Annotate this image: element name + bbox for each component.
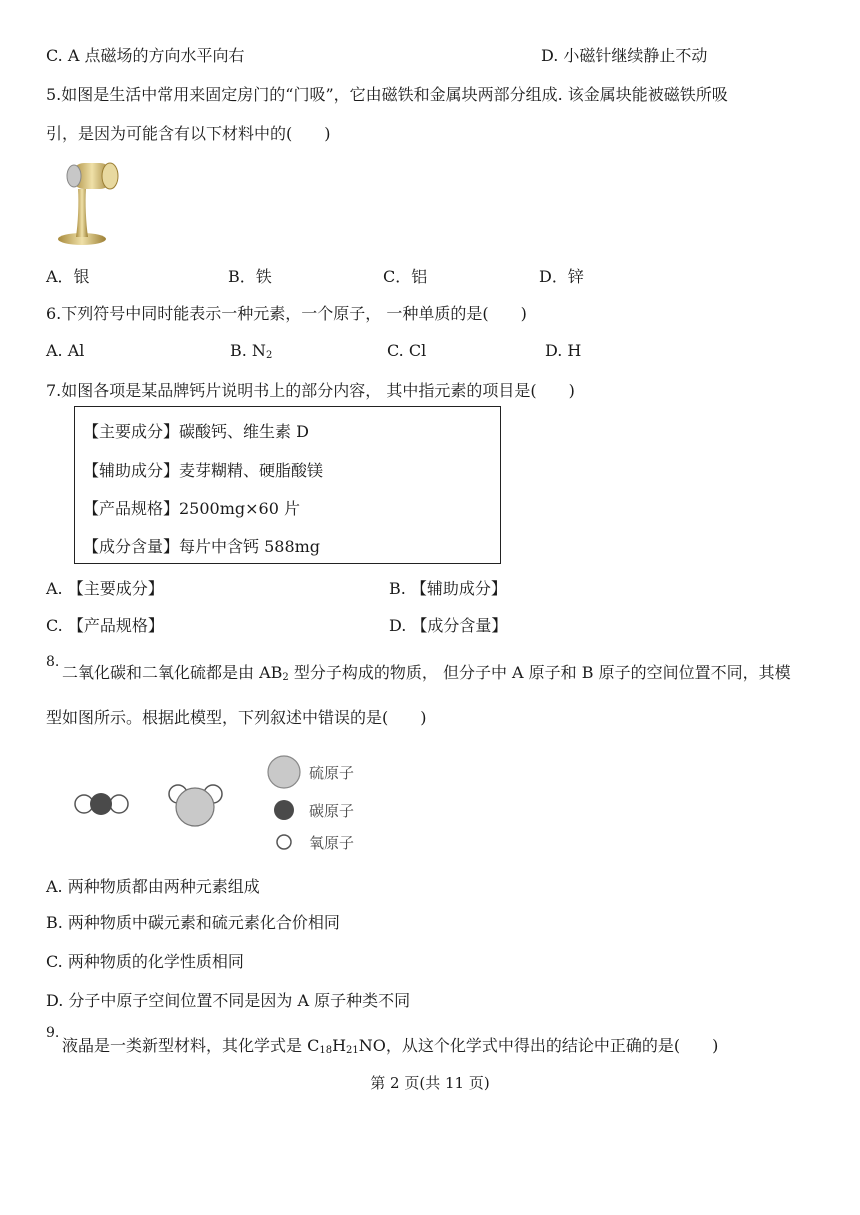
q6-option-b: [230, 341, 272, 361]
q9-sub-1: 18: [319, 1045, 333, 1056]
q5-line2: 引，是因为可能含有以下材料中的( ): [46, 124, 331, 143]
q6-option-b-main: B. N: [230, 341, 266, 360]
q7-box-line-3: 【产品规格】2500mg×60 片: [83, 499, 300, 518]
page-footer: 第 2 页(共 11 页): [370, 1074, 490, 1092]
so2-molecule: [169, 785, 222, 826]
q6-text: 6.下列符号中同时能表示一种元素，一个原子， 一种单质的是( ): [46, 304, 527, 323]
q8-line2: 型如图所示。根据此模型，下列叙述中错误的是( ): [46, 708, 427, 727]
legend-carbon-swatch: [274, 800, 294, 820]
molecule-model-figure: [66, 746, 376, 858]
q8-line1-b: 型分子构成的物质， 但分子中 A 原子和 B 原子的空间位置不同，其模: [288, 663, 791, 682]
q6-option-a: A. Al: [46, 341, 85, 360]
q9-sub-2: 21: [346, 1045, 359, 1056]
q9-text-c: NO，从这个化学式中得出的结论中正确的是( ): [358, 1036, 719, 1055]
q5-line1: 5.如图是生活中常用来固定房门的“门吸”，它由磁铁和金属块两部分组成. 该金属块能被磁铁所吸: [46, 85, 728, 104]
legend-sulfur-label: 硫原子: [309, 764, 355, 782]
q8-line1: [62, 660, 791, 683]
q7-option-d: D. 【成分含量】: [389, 616, 508, 635]
q5-option-a: A．银: [46, 267, 90, 286]
legend-oxygen-label: 氧原子: [309, 834, 355, 852]
q9-text: [62, 1033, 718, 1056]
legend-carbon-label: 碳原子: [309, 802, 355, 820]
q6-option-b-sub: 2: [265, 350, 273, 361]
q7-box-line-1: 【主要成分】碳酸钙、维生素 D: [83, 422, 309, 441]
q6-option-c: C. Cl: [387, 341, 427, 360]
q8-line1-a: 二氧化碳和二氧化硫都是由 AB: [62, 663, 283, 682]
q9-text-b: H: [332, 1036, 347, 1055]
q8-number: 8.: [46, 654, 60, 670]
q5-option-c: C．铝: [383, 267, 428, 286]
q7-box-line-4: 【成分含量】每片中含钙 588mg: [83, 537, 321, 556]
doorstop-image: [52, 153, 126, 249]
q7-option-a: A. 【主要成分】: [46, 579, 164, 598]
q5-option-d: D．锌: [539, 267, 584, 286]
q9-text-a: 液晶是一类新型材料，其化学式是 C: [62, 1036, 320, 1055]
q5-option-b: B．铁: [228, 267, 272, 286]
q9-number: 9.: [46, 1025, 60, 1041]
q8-option-c: C. 两种物质的化学性质相同: [46, 952, 244, 971]
q8-line1-sub: 2: [282, 672, 289, 683]
q8-option-a: A. 两种物质都由两种元素组成: [46, 877, 260, 896]
q7-box-line-2: 【辅助成分】麦芽糊精、硬脂酸镁: [83, 461, 324, 480]
q7-info-box: [74, 406, 501, 564]
q8-option-b: B. 两种物质中碳元素和硫元素化合价相同: [46, 913, 340, 932]
co2-molecule: [75, 793, 128, 815]
q7-option-c: C. 【产品规格】: [46, 616, 164, 635]
q7-text: 7.如图各项是某品牌钙片说明书上的部分内容， 其中指元素的项目是( ): [46, 381, 575, 400]
q6-option-d: D. H: [545, 341, 582, 360]
option-c-prev: C. A 点磁场的方向水平向右: [46, 46, 245, 65]
legend-oxygen-swatch: [277, 835, 291, 849]
option-d-prev: D. 小磁针继续静止不动: [541, 46, 708, 65]
legend-sulfur-swatch: [268, 756, 300, 788]
q7-option-b: B. 【辅助成分】: [389, 579, 507, 598]
q8-option-d: D. 分子中原子空间位置不同是因为 A 原子种类不同: [46, 991, 411, 1010]
